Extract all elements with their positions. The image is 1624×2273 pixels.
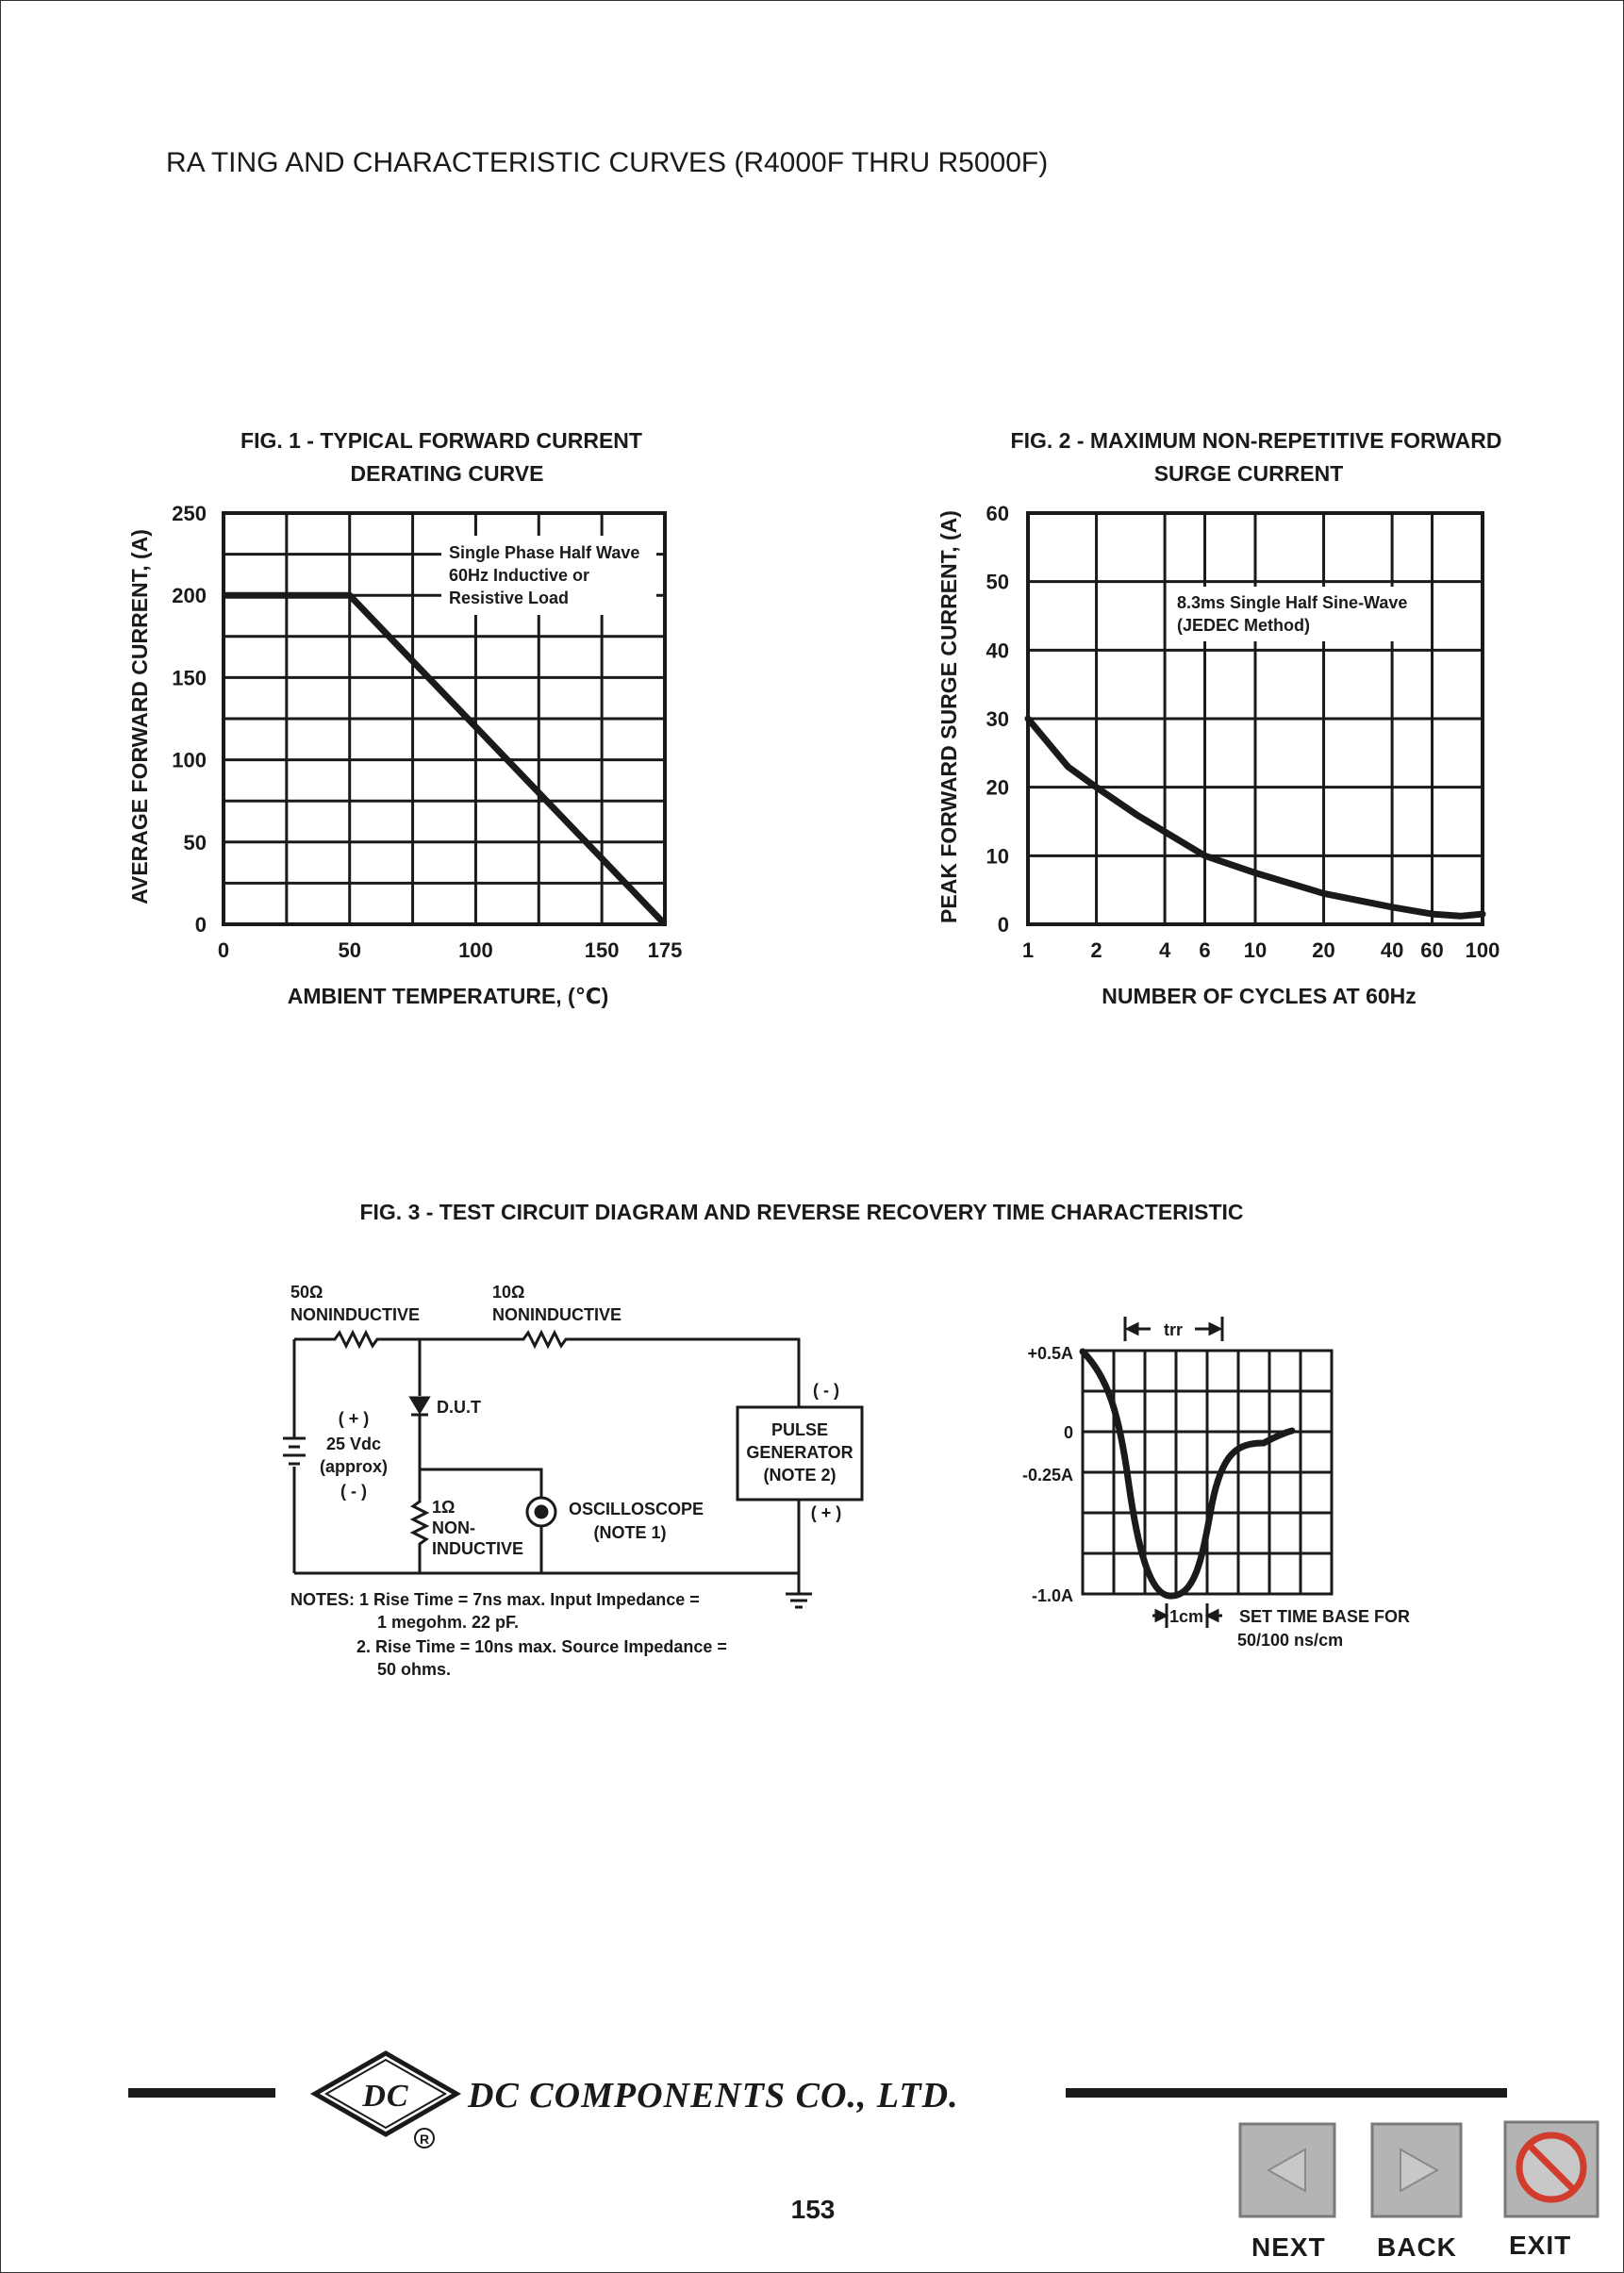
fig1-y-tick: 50 — [183, 830, 207, 854]
exit-label[interactable]: EXIT — [1509, 2231, 1572, 2260]
oscilloscope-center — [536, 1506, 547, 1518]
note-1-cont: 1 megohm. 22 pF. — [377, 1613, 520, 1632]
fig1-y-axis-label: AVERAGE FORWARD CURRENT, (A) — [127, 529, 152, 904]
fig2-y-tick: 40 — [986, 639, 1009, 663]
r3-type-1: NON- — [432, 1518, 475, 1537]
fig2-x-tick: 10 — [1243, 938, 1268, 962]
fig1-annotation-line: Resistive Load — [449, 589, 570, 607]
exit-button[interactable] — [1505, 2122, 1598, 2260]
gen-plus: ( + ) — [810, 1503, 842, 1522]
footer-rule-left — [128, 2088, 275, 2098]
timebase-label-2: 50/100 ns/cm — [1237, 1631, 1344, 1650]
ground-symbol — [786, 1573, 812, 1607]
dut-label: D.U.T — [437, 1398, 481, 1417]
note-2: 2. Rise Time = 10ns max. Source Impedance = — [356, 1637, 727, 1656]
fig2-title-line2: SURGE CURRENT — [1153, 461, 1344, 486]
fig1-x-tick: 0 — [217, 938, 230, 962]
scope-label-2: (NOTE 1) — [593, 1523, 667, 1542]
fig2-y-tick: 60 — [986, 502, 1009, 525]
company-logo — [315, 2053, 456, 2148]
fig2-x-tick: 20 — [1312, 938, 1335, 962]
gen-label-1: PULSE — [771, 1420, 829, 1439]
waveform-grid — [1083, 1351, 1332, 1594]
diode-symbol — [411, 1398, 428, 1412]
fig1-x-axis-label: AMBIENT TEMPERATURE, (℃) — [287, 984, 609, 1008]
dut-branch — [413, 1339, 426, 1573]
fig2-y-axis-label: PEAK FORWARD SURGE CURRENT, (A) — [936, 510, 961, 923]
r3-type-2: INDUCTIVE — [432, 1539, 524, 1558]
fig1-x-tick: 50 — [338, 938, 361, 962]
fig1-x-tick: 150 — [584, 938, 620, 962]
page-number: 153 — [790, 2195, 836, 2224]
note-2-cont: 50 ohms. — [377, 1660, 452, 1679]
note-1: NOTES: 1 Rise Time = 7ns max. Input Impedance = — [290, 1590, 700, 1609]
top-wire — [294, 1333, 799, 1407]
r2-value: 10Ω — [492, 1283, 525, 1302]
fig2-x-tick: 4 — [1158, 938, 1171, 962]
r3-value: 1Ω — [432, 1498, 456, 1517]
r1-type: NONINDUCTIVE — [290, 1305, 421, 1324]
recovery-waveform — [1022, 1317, 1410, 1650]
next-label[interactable]: NEXT — [1251, 2232, 1326, 2262]
company-name: DC COMPONENTS CO., LTD. — [468, 2076, 959, 2115]
supply-value: 25 Vdc — [325, 1435, 382, 1453]
registered-mark: R — [419, 2132, 430, 2147]
next-button[interactable] — [1240, 2124, 1334, 2262]
level-plus-0-5a: +0.5A — [1027, 1344, 1073, 1363]
trr-label: trr — [1163, 1320, 1184, 1339]
fig1-title-line1: FIG. 1 - TYPICAL FORWARD CURRENT — [240, 428, 642, 453]
page-title: RA TING AND CHARACTERISTIC CURVES (R4000F THRU R5000F) — [166, 147, 1049, 178]
fig2 — [936, 428, 1501, 1008]
supply-minus: ( - ) — [340, 1482, 367, 1501]
gen-label-2: GENERATOR — [746, 1443, 853, 1462]
supply-plus: ( + ) — [338, 1409, 370, 1428]
fig3-title: FIG. 3 - TEST CIRCUIT DIAGRAM AND REVERSE RECOVERY TIME CHARACTERISTIC — [359, 1200, 1244, 1224]
fig1-annotation-line: 60Hz Inductive or — [449, 566, 590, 585]
fig1-title-line2: DERATING CURVE — [350, 461, 544, 486]
fig2-annotation-line: 8.3ms Single Half Sine-Wave — [1177, 593, 1408, 612]
fig1-x-tick: 175 — [647, 938, 683, 962]
fig1-x-tick: 100 — [458, 938, 493, 962]
battery-symbol — [283, 1438, 306, 1464]
fig1-y-tick: 100 — [172, 748, 207, 772]
fig2-y-tick: 20 — [986, 775, 1009, 800]
r2-type: NONINDUCTIVE — [492, 1305, 622, 1324]
fig2-y-tick: 0 — [997, 913, 1009, 937]
fig2-annotation-line: (JEDEC Method) — [1177, 616, 1310, 635]
fig2-x-tick: 40 — [1380, 938, 1404, 962]
fig1-annotation-line: Single Phase Half Wave — [449, 543, 640, 562]
back-label[interactable]: BACK — [1377, 2232, 1457, 2262]
one-cm-label: 1cm — [1168, 1607, 1204, 1626]
fig1-y-tick: 150 — [172, 666, 207, 690]
gen-minus: ( - ) — [813, 1381, 839, 1400]
level-minus-1a: -1.0A — [1031, 1586, 1073, 1605]
fig2-x-tick: 2 — [1090, 938, 1102, 962]
fig1-y-tick: 250 — [172, 502, 207, 525]
fig2-title-line1: FIG. 2 - MAXIMUM NON-REPETITIVE FORWARD — [1010, 428, 1502, 453]
scope-label-1: OSCILLOSCOPE — [569, 1500, 704, 1518]
timebase-label-1: SET TIME BASE FOR — [1239, 1607, 1411, 1626]
fig1 — [127, 428, 682, 1008]
fig2-y-tick: 10 — [986, 844, 1009, 869]
fig2-x-tick: 6 — [1199, 938, 1211, 962]
fig1-plot-area — [172, 502, 682, 962]
gen-label-3: (NOTE 2) — [763, 1466, 837, 1485]
fig1-y-tick: 0 — [194, 913, 207, 937]
supply-approx: (approx) — [320, 1457, 388, 1476]
r1-value: 50Ω — [290, 1283, 323, 1302]
level-zero: 0 — [1063, 1423, 1073, 1442]
fig2-y-tick: 50 — [986, 570, 1009, 594]
logo-text: DC — [362, 2079, 409, 2114]
fig2-x-tick: 1 — [1021, 938, 1035, 962]
fig1-y-tick: 200 — [172, 584, 207, 608]
fig2-x-tick: 100 — [1465, 938, 1500, 962]
back-button[interactable] — [1372, 2124, 1461, 2262]
fig2-y-tick: 30 — [986, 707, 1009, 731]
fig2-plot-area — [986, 502, 1500, 962]
level-minus-0-25a: -0.25A — [1021, 1466, 1073, 1485]
footer-rule-right — [1066, 2088, 1507, 2098]
fig2-x-tick: 60 — [1420, 938, 1444, 962]
fig2-x-axis-label: NUMBER OF CYCLES AT 60Hz — [1102, 984, 1417, 1008]
